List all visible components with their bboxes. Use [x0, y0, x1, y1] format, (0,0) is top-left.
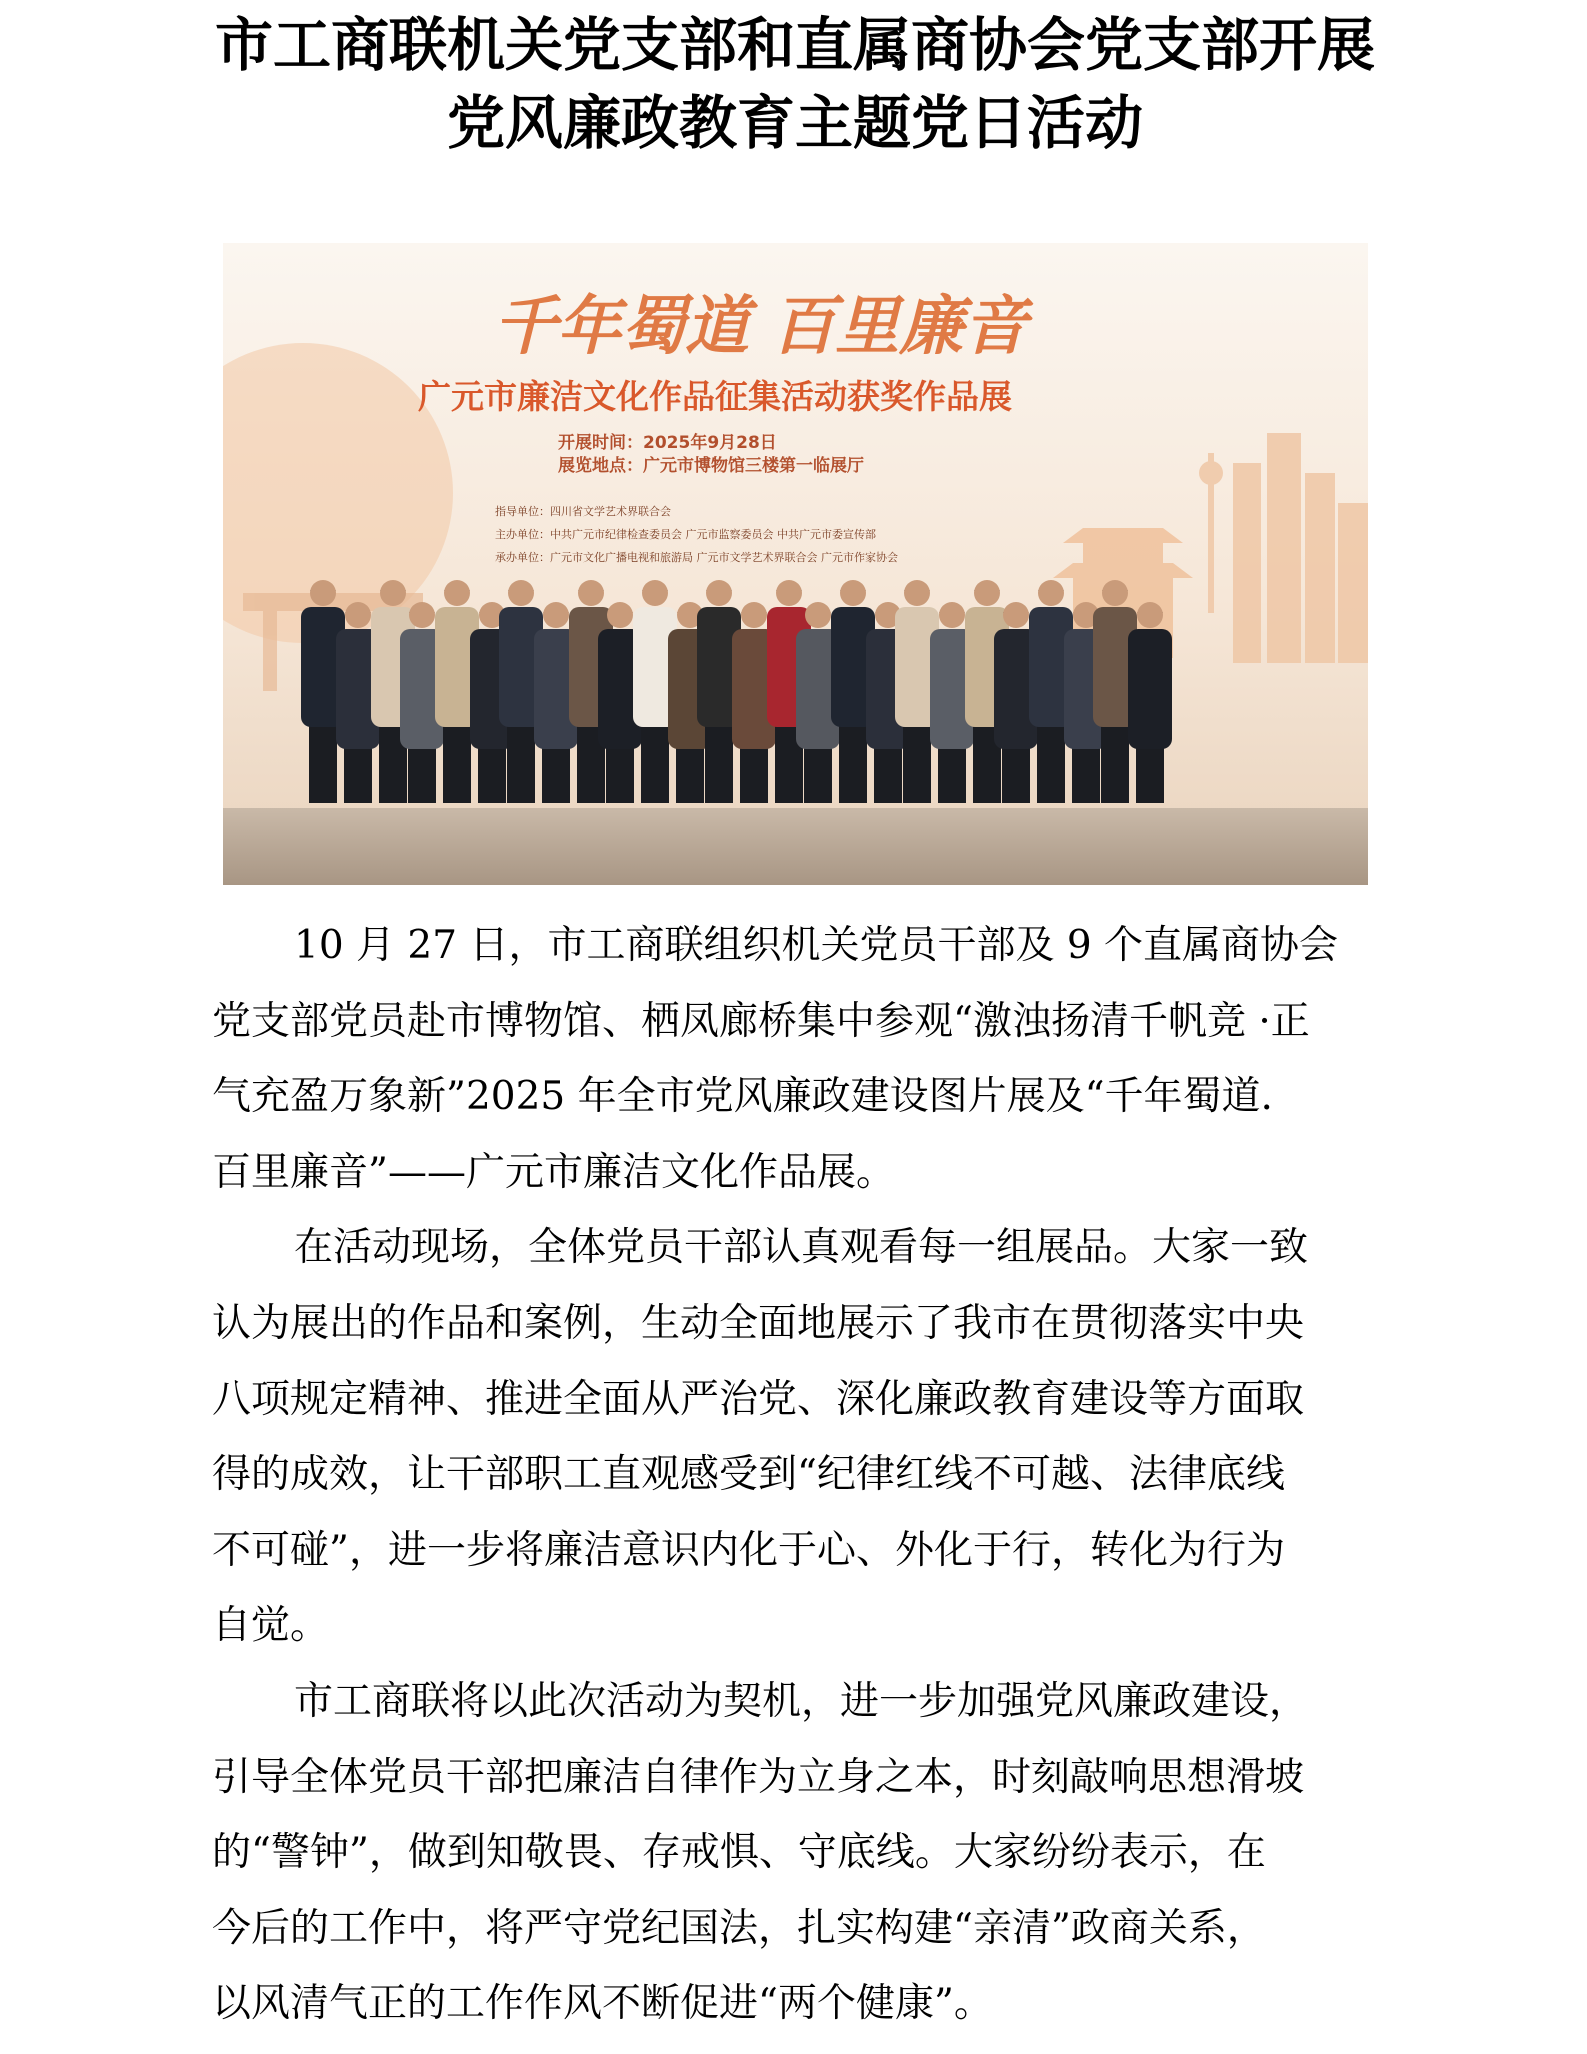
paragraph-line: 不可碰”，进一步将廉洁意识内化于心、外化于行，转化为行为 — [212, 1527, 1285, 1573]
paragraph-line: 八项规定精神、推进全面从严治党、深化廉政教育建设等方面取 — [212, 1376, 1305, 1422]
banner-organizer-unit: 承办单位：广元市文化广播电视和旅游局 广元市文学艺术界联合会 广元市作家协会 — [495, 551, 898, 564]
article-title — [150, 6, 1440, 162]
banner-guide-unit: 指导单位：四川省文学艺术界联合会 — [495, 505, 671, 518]
paragraph-line: 百里廉音”——广元市廉洁文化作品展。 — [212, 1149, 895, 1195]
ground — [223, 808, 1368, 885]
group-photo — [223, 243, 1368, 885]
title-line: 党风廉政教育主题党日活动 — [446, 89, 1143, 157]
article-body — [212, 908, 1398, 2042]
title-line: 市工商联机关党支部和直属商协会党支部开展 — [214, 11, 1375, 79]
paragraph-line: 得的成效，让干部职工直观感受到“纪律红线不可越、法律底线 — [212, 1452, 1285, 1498]
paragraph-line: 的“警钟”，做到知敬畏、存戒惧、守底线。大家纷纷表示，在 — [212, 1830, 1266, 1876]
paragraph-line: 认为展出的作品和案例，生动全面地展示了我市在贯彻落实中央 — [212, 1300, 1305, 1346]
paragraph-line: 市工商联将以此次活动为契机，进一步加强党风廉政建设， — [294, 1678, 1309, 1724]
paragraph-line: 引导全体党员干部把廉洁自律作为立身之本，时刻敲响思想滑坡 — [212, 1754, 1305, 1800]
paragraph-line: 党支部党员赴市博物馆、栖凤廊桥集中参观“激浊扬清千帆竞 ·正 — [212, 998, 1310, 1044]
banner-host-unit: 主办单位：中共广元市纪律检查委员会 广元市监察委员会 中共广元市委宣传部 — [495, 528, 876, 541]
paragraph-line: 今后的工作中，将严守党纪国法，扎实构建“亲清”政商关系， — [212, 1905, 1266, 1951]
paragraph-line: 在活动现场，全体党员干部认真观看每一组展品。大家一致 — [294, 1225, 1309, 1271]
group-photo-illustration — [223, 243, 1368, 885]
paragraph-line: 自觉。 — [212, 1603, 330, 1649]
paragraph-line: 以风清气正的工作作风不断促进“两个健康”。 — [212, 1981, 993, 2027]
banner-calligraphy: 千年蜀道 百里廉音 — [493, 289, 1028, 364]
paragraph-line: 气充盈万象新”2025 年全市党风廉政建设图片展及“千年蜀道. — [212, 1074, 1273, 1120]
banner-time: 开展时间：2025年9月28日 — [558, 433, 777, 453]
banner-headline: 广元市廉洁文化作品征集活动获奖作品展 — [418, 377, 1012, 416]
paragraph-line: 10 月 27 日，市工商联组织机关党员干部及 9 个直属商协会 — [294, 923, 1339, 968]
banner-place: 展览地点：广元市博物馆三楼第一临展厅 — [558, 456, 864, 476]
